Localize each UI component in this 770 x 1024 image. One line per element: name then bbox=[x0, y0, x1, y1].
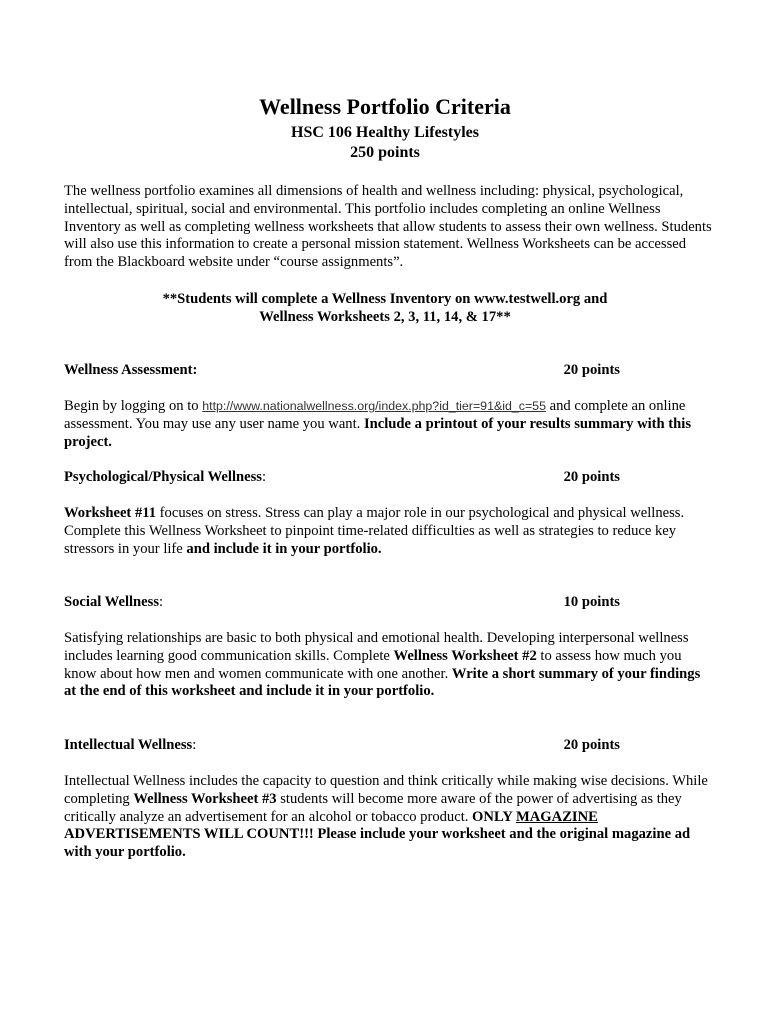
intellectual-text-1: Intellectual Wellness includes the capacity to question and think critically while making wise decisions. While completing bbox=[64, 773, 708, 807]
psychological-heading-label: Psychological/Physical Wellness bbox=[64, 469, 262, 485]
intellectual-bold-1: Wellness Worksheet #3 bbox=[133, 790, 277, 807]
intellectual-heading bbox=[64, 737, 620, 755]
notice-line-1: **Students will complete a Wellness Inventory on www.testwell.org and bbox=[162, 291, 608, 307]
intellectual-heading-label: Intellectual Wellness bbox=[64, 737, 193, 753]
total-points: 250 points bbox=[350, 144, 420, 161]
psychological-heading bbox=[64, 469, 620, 487]
assessment-text-1: Begin by logging on to bbox=[64, 398, 203, 414]
psychological-bold-1: Worksheet #11 bbox=[64, 505, 157, 521]
psychological-paragraph bbox=[64, 505, 712, 558]
assessment-points: 20 points bbox=[563, 362, 620, 378]
social-heading-label-wrap bbox=[64, 594, 163, 612]
intellectual-bold-3: ADVERTISEMENTS WILL COUNT!!! Please include your worksheet and the original magazine ad with your portfolio. bbox=[64, 826, 691, 861]
notice-paragraph bbox=[64, 291, 706, 327]
intellectual-bold-2: ONLY bbox=[472, 808, 516, 825]
social-text-2: to assess how much you know about how men and women communicate with one another. bbox=[64, 647, 682, 682]
document-title: Wellness Portfolio Criteria bbox=[259, 94, 511, 119]
psychological-bold-2: and include it in your portfolio. bbox=[186, 540, 382, 557]
social-heading-label: Social Wellness bbox=[64, 594, 160, 610]
assessment-heading bbox=[64, 362, 620, 380]
social-heading bbox=[64, 594, 620, 612]
intellectual-points: 20 points bbox=[563, 737, 620, 753]
notice-line-2: Wellness Worksheets 2, 3, 11, 14, & 17** bbox=[259, 308, 511, 325]
assessment-link[interactable]: http://www.nationalwellness.org/index.php?id_tier=91&id_c=55 bbox=[202, 399, 546, 413]
intellectual-heading-label-wrap bbox=[64, 737, 196, 755]
assessment-text-2: and complete an online assessment. You may use any user name you want. bbox=[64, 398, 686, 432]
social-points: 10 points bbox=[563, 594, 620, 610]
intellectual-paragraph bbox=[64, 773, 712, 862]
psychological-points: 20 points bbox=[563, 469, 620, 485]
social-bold-1: Wellness Worksheet #2 bbox=[393, 647, 537, 664]
assessment-bold: Include a printout of your results summary with this project. bbox=[64, 415, 691, 450]
psychological-heading-colon: : bbox=[261, 469, 267, 485]
intellectual-heading-colon: : bbox=[192, 737, 197, 753]
assessment-heading-label: Wellness Assessment: bbox=[64, 362, 198, 378]
course-name: HSC 106 Healthy Lifestyles bbox=[291, 124, 479, 141]
social-paragraph bbox=[64, 630, 712, 701]
psychological-text-1: focuses on stress. Stress can play a major role in our psychological and physical wellness. Complete this Wellness Worksheet to pinpoint time-related difficulties as well as strategies to reduce key stressors in your life bbox=[64, 505, 685, 557]
social-heading-colon: : bbox=[159, 594, 164, 610]
psychological-heading-label-wrap bbox=[64, 469, 266, 487]
intellectual-text-2: students will become more aware of the power of advertising as they critically analyze an advertisement for an alcohol or tobacco product. bbox=[64, 790, 682, 825]
assessment-paragraph bbox=[64, 398, 712, 451]
intro-paragraph: The wellness portfolio examines all dimensions of health and wellness including: physical, psychological, intellectual, spiritual, social and environmental. This portfolio includes completing an online Wellness Inventory as well as completing wellness worksheets that allow students to assess their own wellness. Students will also use this information to create a personal mission statement. Wellness Worksheets can be accessed from the Blackboard website under “course assignments”. bbox=[64, 183, 712, 271]
intellectual-bold-underline: MAGAZINE bbox=[515, 808, 598, 825]
social-bold-2: Write a short summary of your findings at the end of this worksheet and include it in your portfolio. bbox=[64, 665, 701, 700]
social-text-1: Satisfying relationships are basic to both physical and emotional health. Developing interpersonal wellness includes learning good communication skills. Complete bbox=[64, 630, 689, 664]
